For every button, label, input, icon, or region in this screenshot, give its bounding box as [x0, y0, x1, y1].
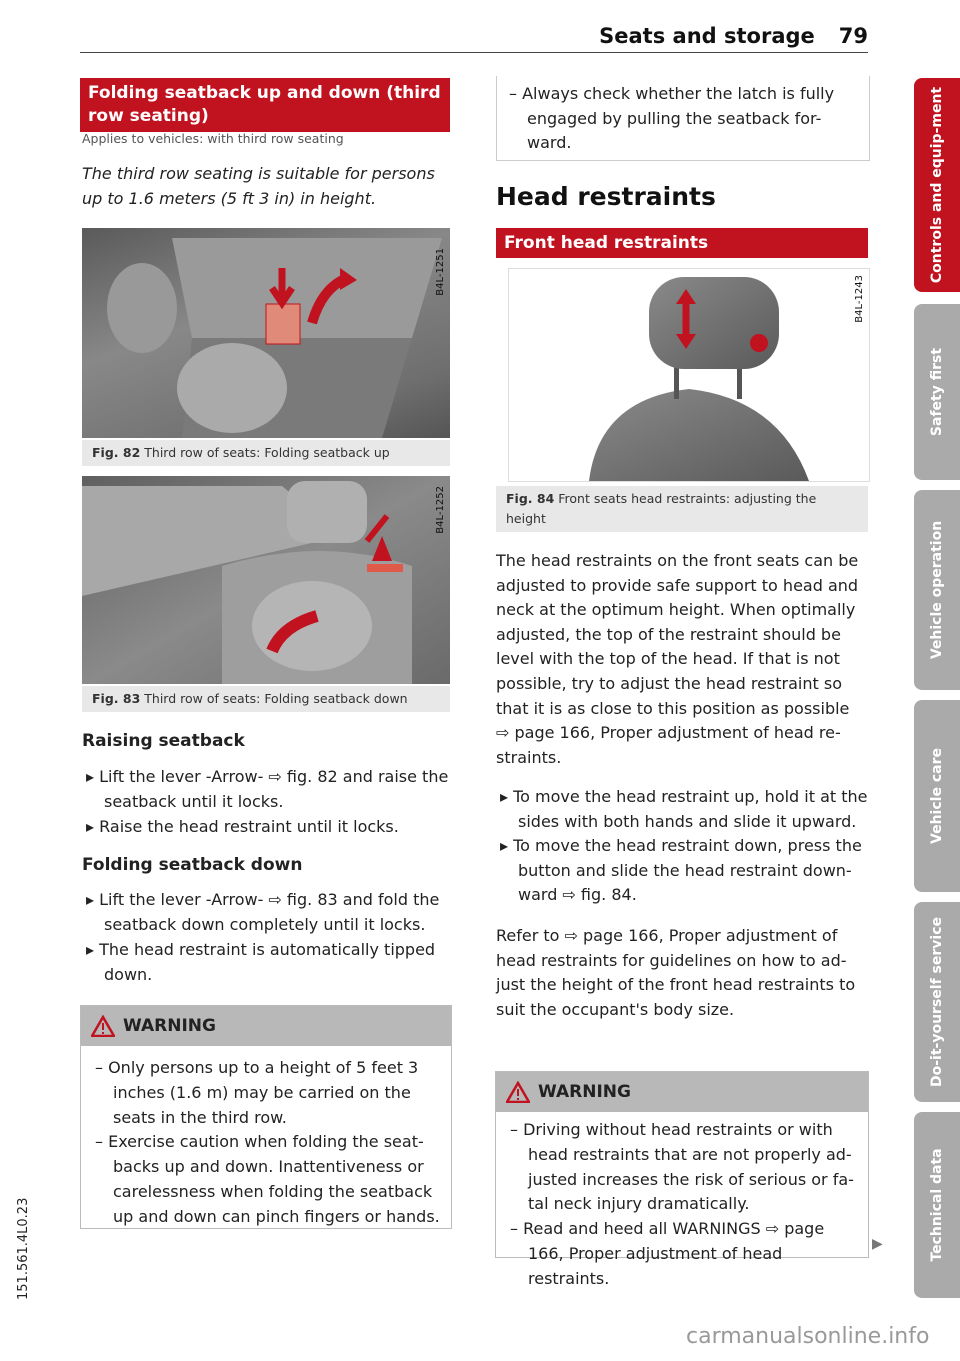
warning-title: WARNING [123, 1016, 216, 1036]
warning-item-1: – Driving without head restraints or with head restraints that are not properly ad-justed increases the risk of serious or fa-tal neck injury dramatically. [510, 1120, 854, 1214]
bullet-arrow-icon: ▸ [86, 767, 100, 786]
figure-83-id: B4L-1252 [435, 486, 446, 534]
section-title-bar [80, 78, 450, 132]
folding-step-2 [82, 938, 474, 987]
warning-box-left [80, 1005, 452, 1229]
tab-label: Vehicle care [929, 748, 945, 844]
figure-84-number: Fig. 84 [506, 491, 555, 506]
figure-82-number: Fig. 82 [92, 445, 141, 460]
document-code: 151.561.4L0.23 [16, 1197, 31, 1300]
section-title: Front head restraints [504, 233, 709, 253]
tab-label: Technical data [929, 1148, 945, 1262]
head-restraint-illustration [509, 269, 869, 481]
warning-item-1: – Only persons up to a height of 5 feet 3 inches (1.6 m) may be carried on the seats in the third row. [95, 1058, 419, 1127]
latch-note-box [496, 76, 870, 161]
figure-83-text: Third row of seats: Folding seatback down [144, 691, 408, 706]
warning-item-2: – Read and heed all WARNINGS ⇨ page 166, Proper adjustment of head restraints. [510, 1219, 825, 1288]
tab-label: Controls and equip-ment [929, 86, 945, 284]
head-restraint-paragraph: The head restraints on the front seats can be adjusted to provide safe support to head and neck at the optimum height. When optimally adjusted, the top of the restraint should be level with the top of the head. If that is not possible, try to adjust the head restraint so that it is as close to this position as possible ⇨ page 166, Proper adjustment of head re-straints. [496, 551, 859, 767]
folding-heading: Folding seatback down [82, 855, 303, 875]
applies-note: Applies to vehicles: with third row seating [82, 131, 344, 146]
section-title: Folding seatback up and down (third row seating) [88, 83, 441, 126]
warning-item-2: – Exercise caution when folding the seat-backs up and down. Inattentiveness or carelessness when folding the seatback up and down can pinch fingers or hands. [95, 1132, 440, 1226]
figure-82-id: B4L-1251 [435, 248, 446, 296]
tab-vehicle-operation[interactable] [914, 490, 960, 690]
figure-83-number: Fig. 83 [92, 691, 141, 706]
tab-safety-first[interactable] [914, 304, 960, 480]
bullet-arrow-icon: ▸ [86, 817, 100, 836]
continue-arrow-icon: ▶ [872, 1236, 883, 1252]
warning-header [496, 1072, 868, 1112]
move-up-text: To move the head restraint up, hold it at the sides with both hands and slide it upward. [513, 787, 868, 831]
warning-triangle-icon [91, 1015, 115, 1037]
figure-82-text: Third row of seats: Folding seatback up [144, 445, 390, 460]
chapter-title: Seats and storage [599, 24, 815, 48]
figure-82-image [82, 228, 450, 438]
seat-folding-up-illustration [82, 228, 450, 438]
intro-text: The third row seating is suitable for persons up to 1.6 meters (5 ft 3 in) in height. [82, 164, 435, 208]
tab-label: Vehicle operation [929, 520, 945, 660]
running-header [599, 24, 868, 48]
raising-step-1-text: Lift the lever -Arrow- ⇨ fig. 82 and raise the seatback until it locks. [99, 767, 449, 811]
main-heading: Head restraints [496, 182, 716, 211]
figure-83-caption [82, 686, 450, 712]
move-up-step [496, 785, 890, 834]
tab-technical-data[interactable] [914, 1112, 960, 1298]
bullet-arrow-icon: ▸ [500, 836, 514, 855]
bullet-arrow-icon: ▸ [86, 890, 100, 909]
warning-title: WARNING [538, 1082, 631, 1102]
warning-box-right [495, 1071, 869, 1288]
raising-heading: Raising seatback [82, 731, 245, 751]
refer-paragraph: Refer to ⇨ page 166, Proper adjustment of head restraints for guidelines on how to ad-just the height of the front head restraints to suit the occupant's body size. [496, 926, 856, 1019]
seat-folding-down-illustration [82, 476, 450, 684]
bullet-arrow-icon: ▸ [500, 787, 514, 806]
figure-83-image [82, 476, 450, 684]
tab-controls-and-equipment[interactable] [914, 78, 960, 292]
warning-header [81, 1006, 451, 1046]
raising-step-2-text: Raise the head restraint until it locks. [99, 817, 399, 836]
figure-84-text: Front seats head restraints: adjusting the height [506, 491, 817, 526]
move-down-text: To move the head restraint down, press the button and slide the head restraint down-ward ⇨ fig. 84. [513, 836, 862, 905]
raising-step-1 [82, 765, 474, 814]
header-rule [80, 52, 868, 53]
move-down-step [496, 834, 890, 908]
front-head-restraints-bar [496, 228, 868, 258]
figure-84-caption [496, 486, 868, 532]
figure-82-caption [82, 440, 450, 466]
tab-label: Safety first [929, 347, 945, 437]
tab-do-it-yourself[interactable] [914, 902, 960, 1102]
folding-step-1 [82, 888, 474, 937]
warning-triangle-icon [506, 1081, 530, 1103]
folding-step-1-text: Lift the lever -Arrow- ⇨ fig. 83 and fold the seatback down completely until it locks. [99, 890, 440, 934]
folding-step-2-text: The head restraint is automatically tipped down. [99, 940, 436, 984]
tab-vehicle-care[interactable] [914, 700, 960, 892]
watermark: carmanualsonline.info [686, 1324, 930, 1349]
raising-step-2 [82, 815, 474, 840]
latch-note: – Always check whether the latch is fully engaged by pulling the seatback for-ward. [509, 84, 835, 153]
figure-84-image [508, 268, 870, 482]
page-number: 79 [838, 24, 868, 48]
bullet-arrow-icon: ▸ [86, 940, 100, 959]
tab-label: Do-it-yourself service [929, 916, 945, 1088]
figure-84-id: B4L-1243 [854, 275, 865, 323]
